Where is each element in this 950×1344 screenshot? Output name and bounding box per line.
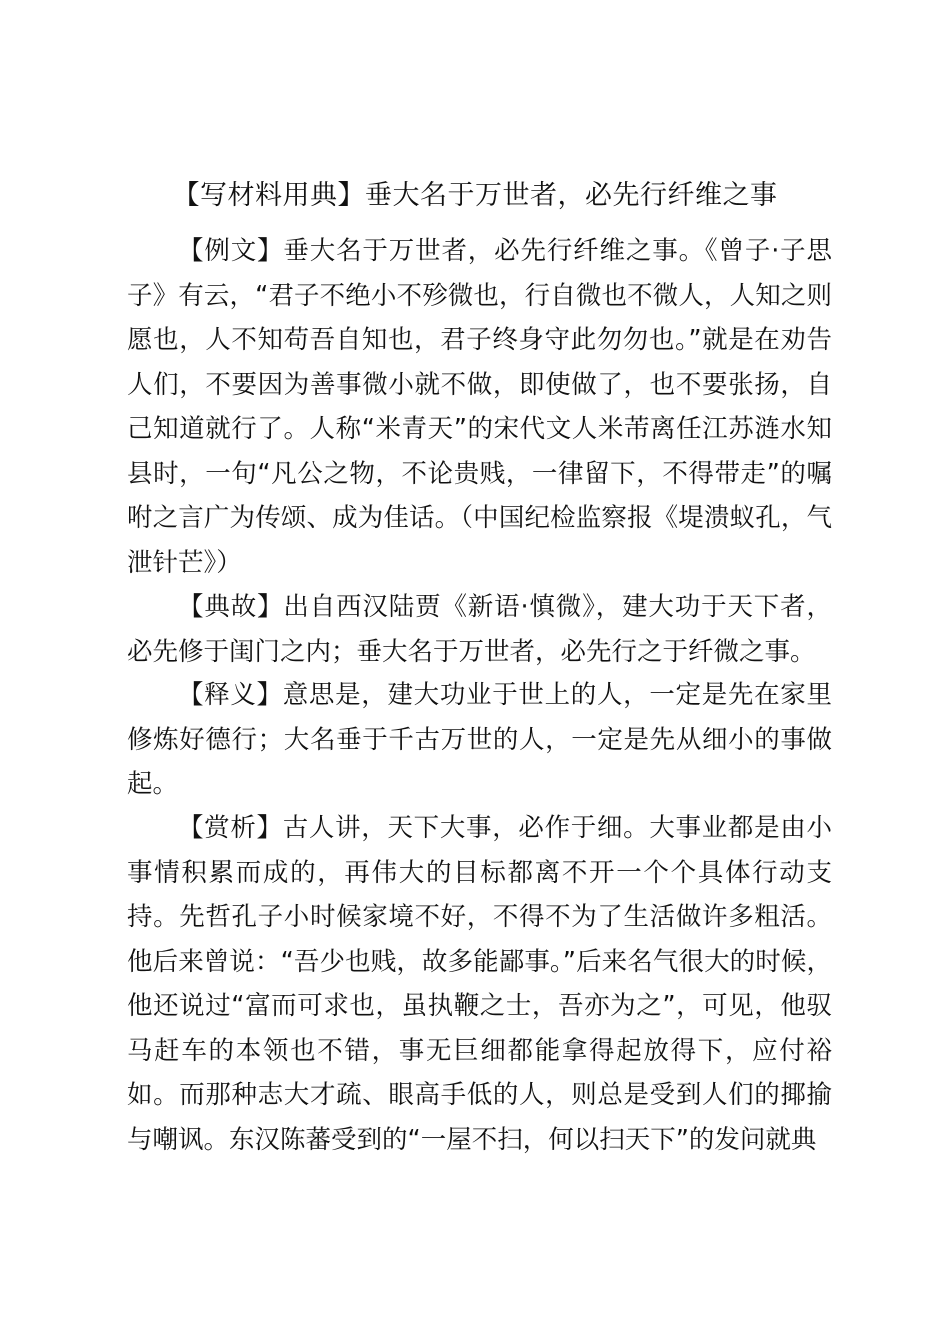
document-title: 【写材料用典】垂大名于万世者，必先行纤维之事 (172, 180, 778, 211)
example-section (127, 229, 832, 585)
meaning-text: 意思是，建大功业于世上的人，一定是先在家里修炼好德行；大名垂于千古万世的人，一定是先从细小的事做起。 (127, 680, 832, 799)
meaning-section (127, 673, 832, 807)
allusion-tag: 【典故】 (178, 592, 284, 622)
example-tag: 【例文】 (178, 236, 284, 266)
appreciation-text: 古人讲，天下大事，必作于细。大事业都是由小事情积累而成的，再伟大的目标都离不开一个个具体行动支持。先哲孔子小时候家境不好，不得不为了生活做许多粗活。他后来曾说：“吾少也贱，故多能鄙事。”后来名气很大的时候，他还说过“富而可求也，虽执鞭之士，吾亦为之”，可见，他驭马赶车的本领也不错，事无巨细都能拿得起放得下，应付裕如。而那种志大才疏、眼高手低的人，则总是受到人们的揶揄与嘲讽。东汉陈蕃受到的“一屋不扫，何以扫天下”的发问就典 (127, 813, 832, 1155)
allusion-paragraph (127, 585, 832, 674)
appreciation-section (127, 806, 832, 1162)
meaning-tag: 【释义】 (178, 680, 283, 710)
allusion-section (127, 585, 832, 674)
meaning-paragraph (127, 673, 832, 807)
example-paragraph (127, 229, 832, 585)
appreciation-tag: 【赏析】 (178, 813, 283, 843)
example-text: 垂大名于万世者，必先行纤维之事。《曾子·子思子》有云，“君子不绝小不殄微也，行自微也不微人，人知之则愿也，人不知苟吾自知也，君子终身守此勿勿也。”就是在劝告人们，不要因为善事微小就不做，即使做了，也不要张扬，自己知道就行了。人称“米青天”的宋代文人米芾离任江苏涟水知县时，一句“凡公之物，不论贵贱，一律留下，不得带走”的嘱咐之言广为传颂、成为佳话。（中国纪检监察报《堤溃蚁孔，气泄针芒》） (127, 236, 832, 578)
allusion-text: 出自西汉陆贾《新语·慎微》，建大功于天下者，必先修于闺门之内；垂大名于万世者，必先行之于纤微之事。 (127, 592, 832, 667)
appreciation-paragraph (127, 806, 832, 1162)
